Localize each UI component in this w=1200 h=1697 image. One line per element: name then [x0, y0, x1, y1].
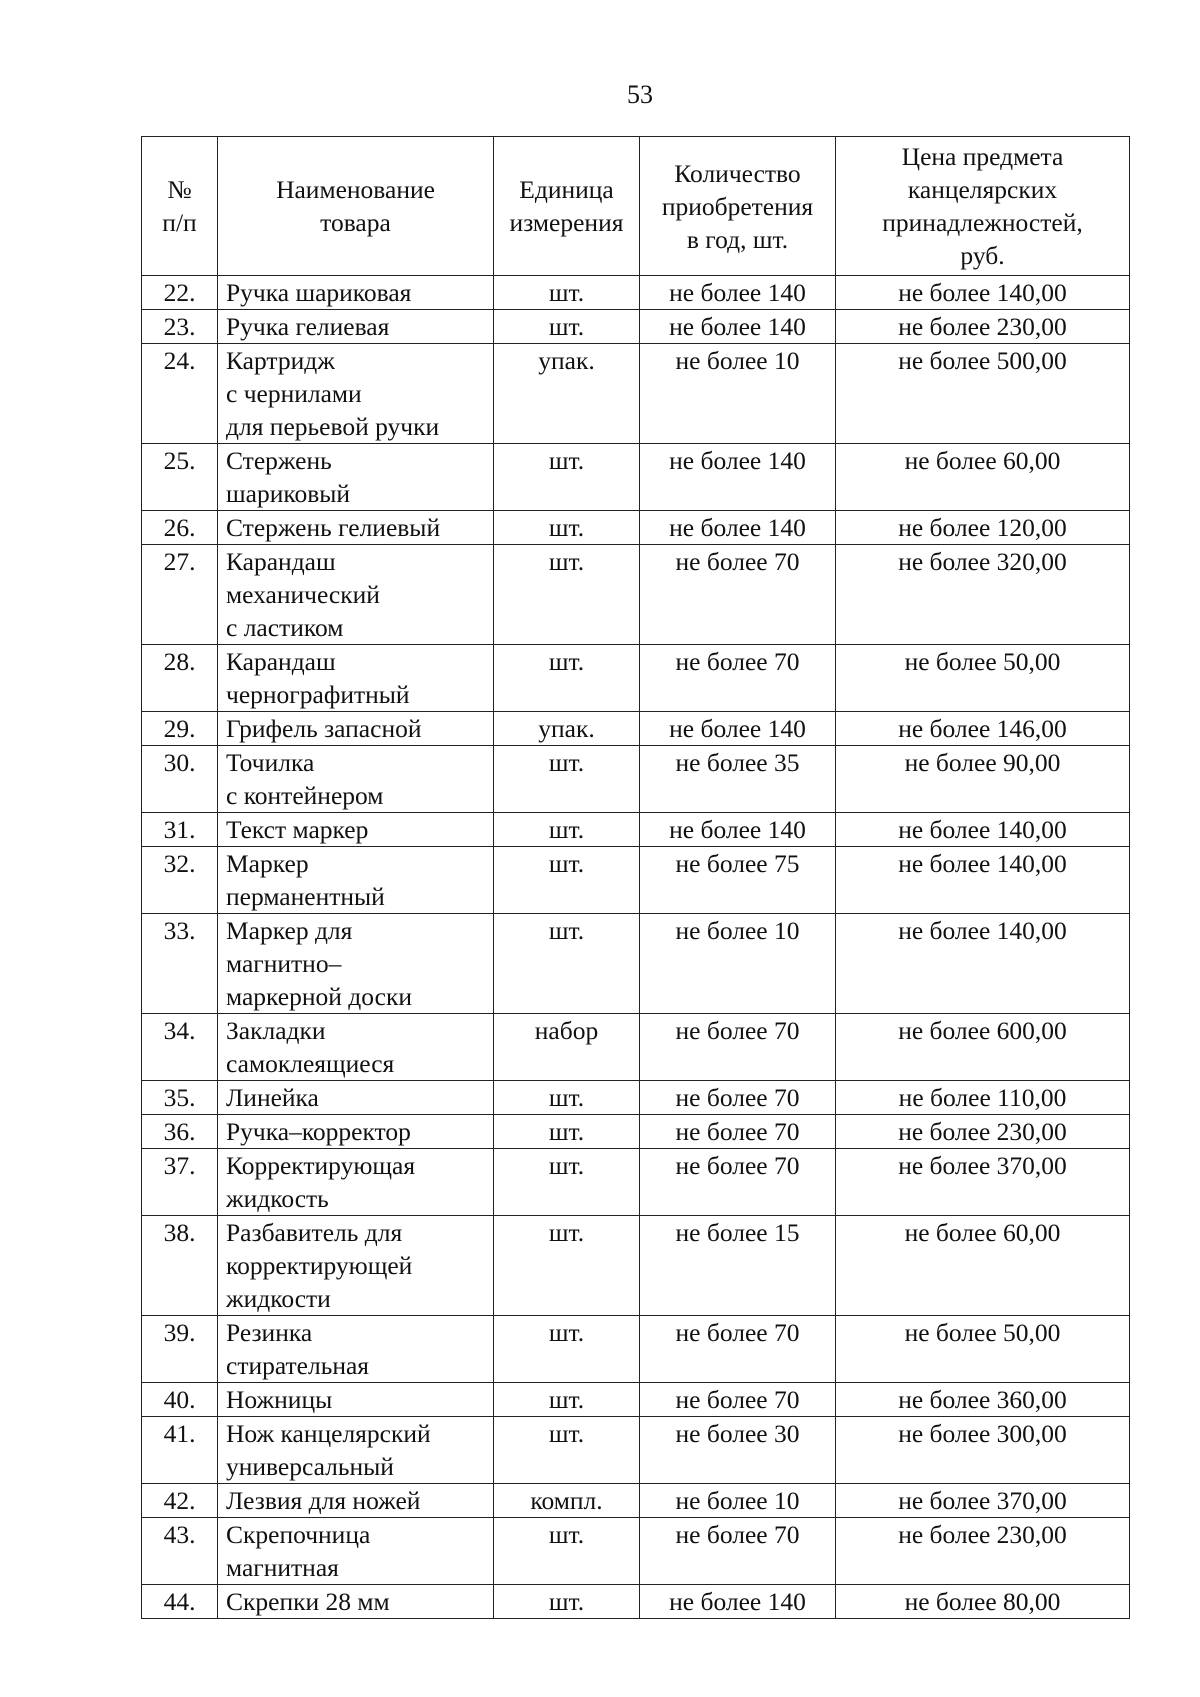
row-number: 42.: [142, 1484, 218, 1518]
item-name-line: Ручка–корректор: [226, 1117, 411, 1146]
item-quantity: не более 10: [640, 344, 836, 444]
item-price: не более 110,00: [836, 1081, 1130, 1115]
item-name: [218, 1149, 494, 1216]
item-name-line: с чернилами: [226, 379, 362, 408]
item-name: [218, 914, 494, 1014]
item-quantity: не более 70: [640, 1014, 836, 1081]
item-name: [218, 511, 494, 545]
item-price: не более 60,00: [836, 444, 1130, 511]
item-unit: шт.: [494, 1149, 640, 1216]
item-price: не более 50,00: [836, 1316, 1130, 1383]
row-number: 34.: [142, 1014, 218, 1081]
item-name: [218, 1115, 494, 1149]
item-price: не более 140,00: [836, 914, 1130, 1014]
row-number: 28.: [142, 645, 218, 712]
item-name-line: Карандаш: [226, 547, 336, 576]
item-name-line: Лезвия для ножей: [226, 1486, 421, 1515]
item-price: не более 80,00: [836, 1585, 1130, 1619]
item-unit: шт.: [494, 1081, 640, 1115]
item-unit: шт.: [494, 1115, 640, 1149]
row-number: 30.: [142, 746, 218, 813]
item-quantity: не более 140: [640, 444, 836, 511]
item-name-line: магнитно–: [226, 949, 342, 978]
table-row: [142, 813, 1130, 847]
table-row: [142, 645, 1130, 712]
item-price: не более 370,00: [836, 1149, 1130, 1216]
item-quantity: не более 70: [640, 1081, 836, 1115]
item-quantity: не более 70: [640, 645, 836, 712]
item-quantity: не более 140: [640, 276, 836, 310]
table-row: [142, 1115, 1130, 1149]
item-quantity: не более 70: [640, 1115, 836, 1149]
row-number: 36.: [142, 1115, 218, 1149]
goods-table: [141, 136, 1130, 1619]
item-name: [218, 310, 494, 344]
item-name-line: универсальный: [226, 1452, 394, 1481]
table-row: [142, 1383, 1130, 1417]
table-row: [142, 1216, 1130, 1316]
item-name-line: с контейнером: [226, 781, 384, 810]
row-number: 26.: [142, 511, 218, 545]
item-name: [218, 1081, 494, 1115]
item-name-line: Стержень гелиевый: [226, 513, 441, 542]
header-name: Наименование товара: [218, 137, 494, 276]
table-row: [142, 1149, 1130, 1216]
item-name-line: корректирующей: [226, 1251, 413, 1280]
item-name-line: Нож канцелярский: [226, 1419, 431, 1448]
row-number: 41.: [142, 1417, 218, 1484]
item-price: не более 370,00: [836, 1484, 1130, 1518]
item-name-line: Корректирующая: [226, 1151, 416, 1180]
item-quantity: не более 140: [640, 813, 836, 847]
row-number: 22.: [142, 276, 218, 310]
row-number: 33.: [142, 914, 218, 1014]
item-quantity: не более 140: [640, 1585, 836, 1619]
item-quantity: не более 35: [640, 746, 836, 813]
item-unit: шт.: [494, 511, 640, 545]
page-number: 53: [627, 80, 653, 109]
table-row: [142, 1081, 1130, 1115]
item-name: [218, 1383, 494, 1417]
table-row: [142, 511, 1130, 545]
item-unit: шт.: [494, 914, 640, 1014]
item-name: [218, 1014, 494, 1081]
item-name-line: Точилка: [226, 748, 315, 777]
item-price: не более 300,00: [836, 1417, 1130, 1484]
table-row: [142, 914, 1130, 1014]
row-number: 23.: [142, 310, 218, 344]
item-price: не более 230,00: [836, 1115, 1130, 1149]
row-number: 25.: [142, 444, 218, 511]
item-name-line: Текст маркер: [226, 815, 369, 844]
item-name: [218, 1216, 494, 1316]
item-name-line: магнитная: [226, 1553, 339, 1582]
item-name: [218, 847, 494, 914]
item-quantity: не более 140: [640, 511, 836, 545]
item-quantity: не более 70: [640, 1149, 836, 1216]
item-price: не более 320,00: [836, 545, 1130, 645]
item-name: [218, 276, 494, 310]
header-row: [142, 137, 1130, 276]
table-row: [142, 712, 1130, 746]
item-unit: шт.: [494, 1216, 640, 1316]
item-name-line: для перьевой ручки: [226, 412, 440, 441]
table-row: [142, 1518, 1130, 1585]
row-number: 35.: [142, 1081, 218, 1115]
item-quantity: не более 70: [640, 1518, 836, 1585]
item-quantity: не более 140: [640, 310, 836, 344]
item-name-line: Скрепки 28 мм: [226, 1587, 390, 1616]
item-unit: шт.: [494, 1585, 640, 1619]
item-name: [218, 813, 494, 847]
item-unit: шт.: [494, 1417, 640, 1484]
item-price: не более 140,00: [836, 847, 1130, 914]
item-name: [218, 444, 494, 511]
item-name-line: маркерной доски: [226, 982, 412, 1011]
item-name-line: Грифель запасной: [226, 714, 422, 743]
item-name: [218, 1417, 494, 1484]
item-price: не более 230,00: [836, 310, 1130, 344]
item-unit: шт.: [494, 746, 640, 813]
item-unit: упак.: [494, 344, 640, 444]
row-number: 38.: [142, 1216, 218, 1316]
item-name-line: с ластиком: [226, 613, 344, 642]
table-row: [142, 310, 1130, 344]
table-row: [142, 1417, 1130, 1484]
item-name-line: Закладки: [226, 1016, 326, 1045]
table-row: [142, 344, 1130, 444]
item-name-line: Ручка гелиевая: [226, 312, 390, 341]
item-price: не более 140,00: [836, 276, 1130, 310]
row-number: 39.: [142, 1316, 218, 1383]
item-name-line: жидкости: [226, 1284, 331, 1313]
item-quantity: не более 15: [640, 1216, 836, 1316]
item-quantity: не более 10: [640, 1484, 836, 1518]
item-unit: шт.: [494, 645, 640, 712]
item-name-line: Ручка шариковая: [226, 278, 412, 307]
item-name-line: механический: [226, 580, 380, 609]
item-name-line: Картридж: [226, 346, 335, 375]
item-quantity: не более 30: [640, 1417, 836, 1484]
item-unit: компл.: [494, 1484, 640, 1518]
item-unit: шт.: [494, 1316, 640, 1383]
item-quantity: не более 10: [640, 914, 836, 1014]
header-unit: Единица измерения: [494, 137, 640, 276]
table-row: [142, 847, 1130, 914]
item-unit: набор: [494, 1014, 640, 1081]
item-price: не более 90,00: [836, 746, 1130, 813]
item-price: не более 360,00: [836, 1383, 1130, 1417]
item-price: не более 50,00: [836, 645, 1130, 712]
item-quantity: не более 70: [640, 545, 836, 645]
row-number: 44.: [142, 1585, 218, 1619]
header-price: Цена предмета канцелярских принадлежностей, руб.: [836, 137, 1130, 276]
item-unit: шт.: [494, 310, 640, 344]
row-number: 24.: [142, 344, 218, 444]
header-qty: Количество приобретения в год, шт.: [640, 137, 836, 276]
item-name: [218, 746, 494, 813]
item-unit: шт.: [494, 1518, 640, 1585]
item-name: [218, 712, 494, 746]
item-name: [218, 1316, 494, 1383]
item-price: не более 500,00: [836, 344, 1130, 444]
table-row: [142, 1014, 1130, 1081]
item-unit: шт.: [494, 1383, 640, 1417]
row-number: 43.: [142, 1518, 218, 1585]
item-name-line: Линейка: [226, 1083, 319, 1112]
item-name-line: Резинка: [226, 1318, 313, 1347]
item-name-line: Маркер: [226, 849, 309, 878]
row-number: 40.: [142, 1383, 218, 1417]
item-name-line: Ножницы: [226, 1385, 333, 1414]
item-unit: упак.: [494, 712, 640, 746]
table-row: [142, 545, 1130, 645]
table-row: [142, 276, 1130, 310]
table-row: [142, 444, 1130, 511]
table-row: [142, 746, 1130, 813]
item-name-line: Скрепочница: [226, 1520, 371, 1549]
item-name-line: Маркер для: [226, 916, 353, 945]
item-price: не более 600,00: [836, 1014, 1130, 1081]
item-quantity: не более 75: [640, 847, 836, 914]
item-quantity: не более 70: [640, 1383, 836, 1417]
item-price: не более 140,00: [836, 813, 1130, 847]
row-number: 37.: [142, 1149, 218, 1216]
item-unit: шт.: [494, 847, 640, 914]
item-price: не более 146,00: [836, 712, 1130, 746]
item-price: не более 60,00: [836, 1216, 1130, 1316]
item-name-line: Стержень: [226, 446, 332, 475]
table-row: [142, 1585, 1130, 1619]
item-unit: шт.: [494, 276, 640, 310]
item-name-line: Разбавитель для: [226, 1218, 403, 1247]
row-number: 31.: [142, 813, 218, 847]
item-name-line: жидкость: [226, 1184, 329, 1213]
table-header: [142, 137, 1130, 276]
item-name-line: шариковый: [226, 479, 351, 508]
table-row: [142, 1484, 1130, 1518]
item-name-line: чернографитный: [226, 680, 410, 709]
item-name: [218, 1585, 494, 1619]
item-name: [218, 344, 494, 444]
item-name-line: стирательная: [226, 1351, 370, 1380]
item-name: [218, 1518, 494, 1585]
item-name-line: самоклеящиеся: [226, 1049, 395, 1078]
item-unit: шт.: [494, 813, 640, 847]
item-price: не более 120,00: [836, 511, 1130, 545]
table-body: [142, 276, 1130, 1619]
row-number: 27.: [142, 545, 218, 645]
item-name-line: Карандаш: [226, 647, 336, 676]
item-quantity: не более 70: [640, 1316, 836, 1383]
row-number: 29.: [142, 712, 218, 746]
row-number: 32.: [142, 847, 218, 914]
item-name-line: перманентный: [226, 882, 385, 911]
item-name: [218, 645, 494, 712]
item-unit: шт.: [494, 444, 640, 511]
item-price: не более 230,00: [836, 1518, 1130, 1585]
table-row: [142, 1316, 1130, 1383]
header-num: № п/п: [142, 137, 218, 276]
item-unit: шт.: [494, 545, 640, 645]
item-name: [218, 1484, 494, 1518]
item-quantity: не более 140: [640, 712, 836, 746]
item-name: [218, 545, 494, 645]
